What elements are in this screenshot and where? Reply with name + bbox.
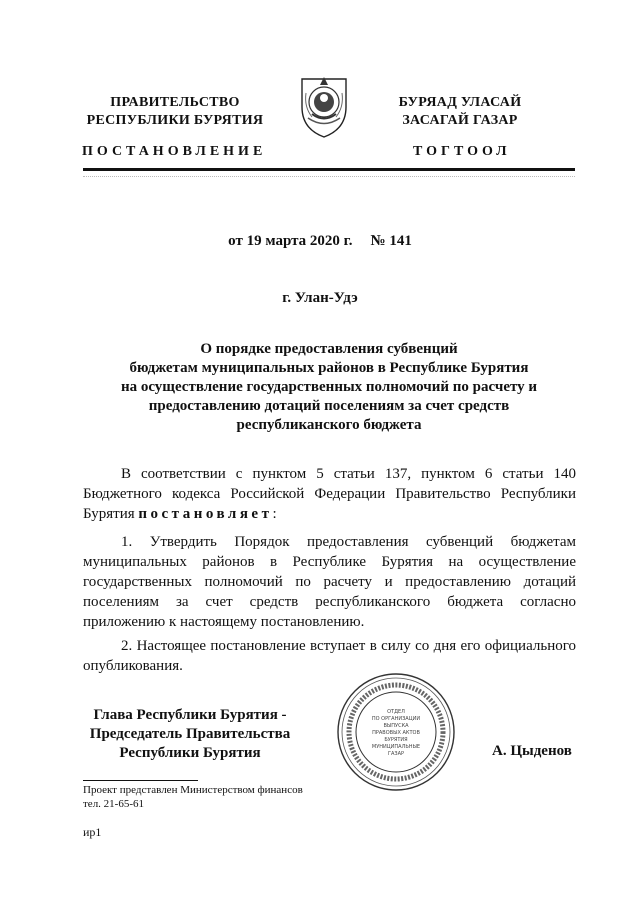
document-date: от 19 марта 2020 г. — [228, 233, 353, 249]
svg-text:ВЫПУСКА: ВЫПУСКА — [383, 723, 409, 729]
title-line: на осуществление государственных полномочий по расчету и — [120, 379, 538, 395]
header-dotted-divider — [83, 176, 575, 178]
title-line: О порядке предоставления субвенций — [200, 341, 458, 357]
date-line — [0, 233, 640, 250]
document-title — [83, 340, 575, 435]
svg-text:БУРЯТИЯ: БУРЯТИЯ — [384, 737, 408, 743]
footnote-line: Проект представлен Министерством финансов — [83, 784, 303, 796]
preamble-decree-word: постановляет — [138, 506, 273, 522]
header-right-org — [350, 94, 570, 130]
item-2-paragraph: 2. Настоящее постановление вступает в силу со дня его официального опубликования. — [83, 638, 576, 674]
header-left-line2: РЕСПУБЛИКИ БУРЯТИЯ — [86, 113, 264, 128]
city: г. Улан-Удэ — [282, 290, 358, 306]
signatory-position — [70, 706, 310, 763]
header-left-org — [65, 94, 285, 130]
document-number: № 141 — [370, 233, 412, 249]
doc-type-right: ТОГТООЛ — [413, 144, 511, 159]
footnote-phone: тел. 21-65-61 — [83, 798, 145, 810]
operator-initials: ир1 — [83, 825, 102, 839]
preamble-paragraph — [83, 464, 576, 524]
svg-text:МУНИЦИПАЛЬНЫЕ: МУНИЦИПАЛЬНЫЕ — [371, 744, 421, 750]
coat-of-arms-icon — [294, 73, 354, 139]
header-left-line1: ПРАВИТЕЛЬСТВО — [110, 95, 240, 110]
position-line: Республики Бурятия — [119, 745, 261, 761]
title-line: бюджетам муниципальных районов в Республике Бурятия — [129, 360, 529, 376]
doc-type-left: ПОСТАНОВЛЕНИЕ — [82, 144, 267, 159]
preamble-text: В соответствии с пунктом 5 статьи 137, пунктом 6 статьи 140 Бюджетного кодекса Российской Федерации Правительство Республики Бурятия — [83, 466, 576, 522]
svg-text:ГАЗАР: ГАЗАР — [387, 751, 405, 757]
signatory-name: А. Цыденов — [492, 743, 572, 759]
official-seal-icon — [335, 671, 457, 793]
header-divider — [83, 168, 575, 171]
svg-text:ПРАВОВЫХ АКТОВ: ПРАВОВЫХ АКТОВ — [372, 730, 420, 736]
title-line: республиканского бюджета — [236, 417, 422, 433]
title-line: предоставлению дотаций поселениям за счет средств — [148, 398, 510, 414]
position-line: Председатель Правительства — [89, 726, 291, 742]
svg-text:ОТДЕЛ: ОТДЕЛ — [387, 709, 405, 715]
footnote-divider — [83, 780, 198, 781]
header-right-line2: ЗАСАГАЙ ГАЗАР — [402, 113, 518, 128]
item-1-paragraph: 1. Утвердить Порядок предоставления субвенций бюджетам муниципальных районов в Республике Бурятия на осуществление государственных полномочий по расчету и предоставлению дотаций поселениям за счет средств республиканского бюджета согласно приложению к настоящему постановлению. — [83, 534, 576, 630]
svg-text:ПО ОРГАНИЗАЦИИ: ПО ОРГАНИЗАЦИИ — [371, 716, 421, 722]
footnote — [83, 783, 303, 811]
preamble-end: : — [272, 506, 277, 522]
position-line: Глава Республики Бурятия - — [93, 707, 287, 723]
header-right-line1: БУРЯАД УЛАСАЙ — [398, 95, 522, 110]
